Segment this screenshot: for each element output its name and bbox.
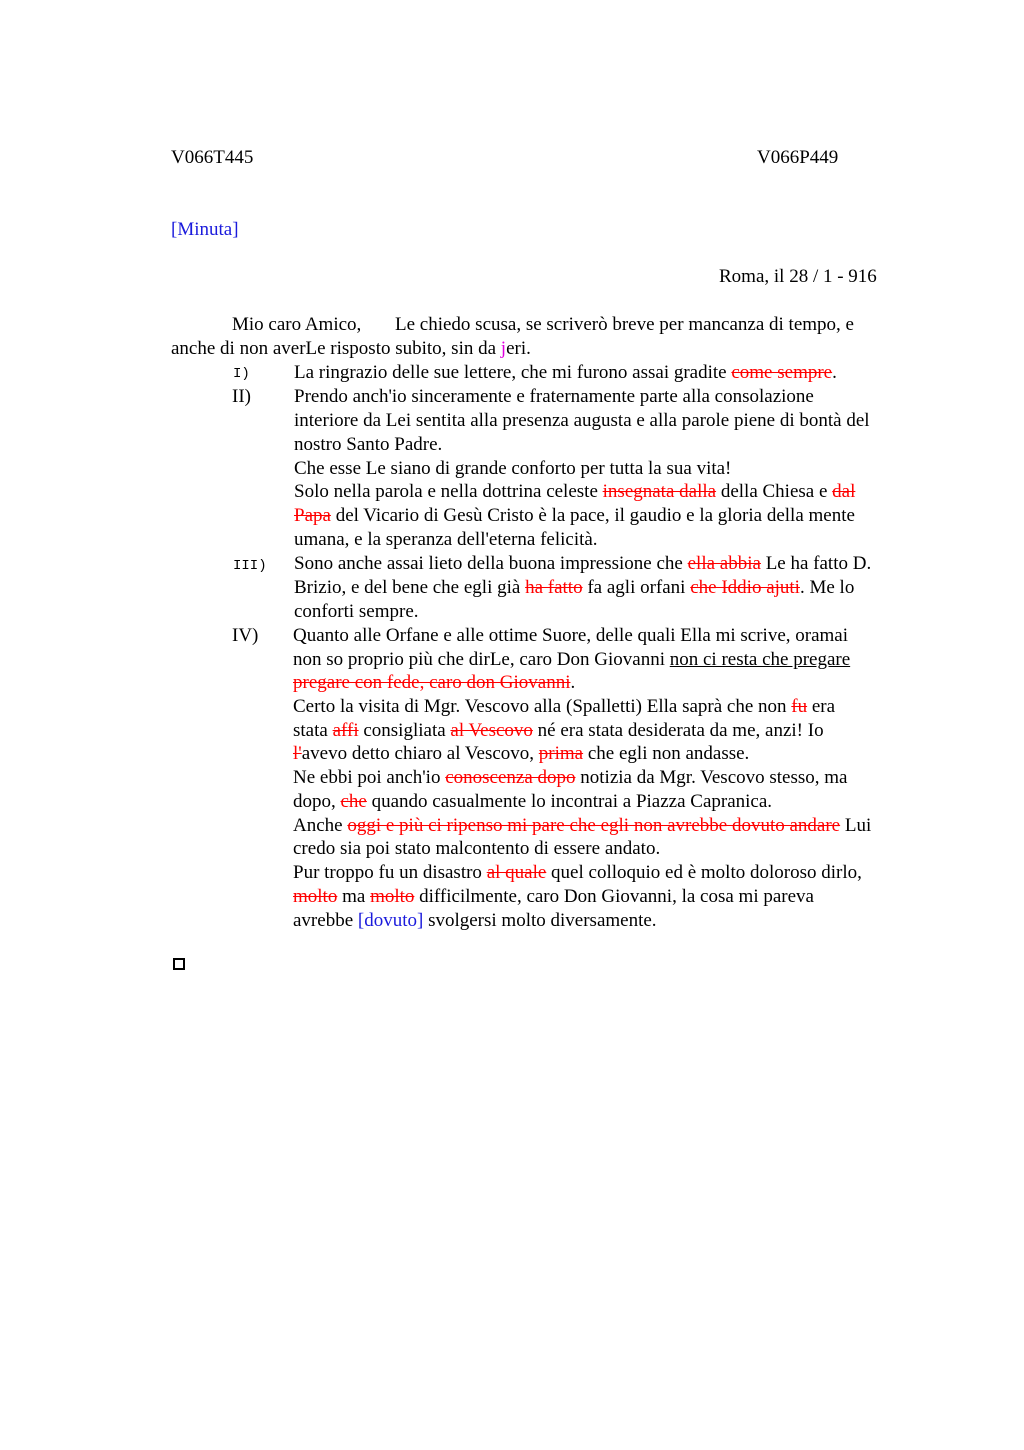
para-iv-line-11: Pur troppo fu un disastro al quale quel colloquio ed è molto doloroso dirlo,: [293, 862, 862, 883]
para-iv-line-7: Ne ebbi poi anch'io conoscenza dopo notizia da Mgr. Vescovo stesso, ma: [293, 767, 848, 788]
para-iii-line-3: conforti sempre.: [294, 601, 419, 622]
marker-ii: II): [232, 386, 251, 407]
para-iv-line-10: credo sia poi stato malcontento di essere andato.: [293, 838, 661, 859]
intro-line-1: Le chiedo scusa, se scriverò breve per mancanza di tempo, e: [395, 314, 854, 335]
para-iv-line-3: pregare con fede, caro don Giovanni.: [293, 672, 576, 693]
marker-iii: III): [233, 558, 267, 574]
para-iv-line-12: molto ma molto difficilmente, caro Don Giovanni, la cosa mi pareva: [293, 886, 814, 907]
intro-line-2: anche di non averLe risposto subito, sin da jeri.: [171, 338, 531, 359]
para-ii-line-6: Papa del Vicario di Gesù Cristo è la pace, il gaudio e la gloria della mente: [294, 505, 855, 526]
salutation: Mio caro Amico,: [232, 314, 362, 335]
marker-i: I): [233, 366, 250, 382]
para-iv-line-2: non so proprio più che dirLe, caro Don Giovanni non ci resta che pregare: [293, 649, 851, 670]
para-ii-line-3: nostro Santo Padre.: [294, 434, 443, 455]
document-code-right: V066P449: [757, 147, 839, 168]
marker-iv: IV): [232, 625, 259, 646]
para-ii-line-1: Prendo anch'io sinceramente e fraternamente parte alla consolazione: [294, 386, 814, 407]
end-of-document-box: [173, 958, 185, 970]
para-ii-line-2: interiore da Lei sentita alla presenza augusta e alla parole piene di bontà del: [294, 410, 870, 431]
date-line: Roma, il 28 / 1 - 916: [719, 266, 877, 287]
para-iv-line-9: Anche oggi e più ci ripenso mi pare che egli non avrebbe dovuto andare Lui: [293, 815, 872, 836]
para-iv-line-4: Certo la visita di Mgr. Vescovo alla (Spalletti) Ella saprà che non fu era: [293, 696, 836, 717]
para-iv-line-1: Quanto alle Orfane e alle ottime Suore, delle quali Ella mi scrive, oramai: [293, 625, 849, 646]
para-iv-line-8: dopo, che quando casualmente lo incontrai a Piazza Capranica.: [293, 791, 773, 812]
para-ii-line-4: Che esse Le siano di grande conforto per tutta la sua vita!: [294, 458, 732, 479]
para-iii-line-1: Sono anche assai lieto della buona impressione che ella abbia Le ha fatto D.: [294, 553, 872, 574]
minuta-label: [Minuta]: [171, 219, 239, 240]
para-iv-line-13: avrebbe [dovuto] svolgersi molto diversamente.: [293, 910, 657, 931]
para-ii-line-5: Solo nella parola e nella dottrina celeste insegnata dalla della Chiesa e dal: [294, 481, 856, 502]
para-iii-line-2: Brizio, e del bene che egli già ha fatto fa agli orfani che Iddio ajuti. Me lo: [294, 577, 855, 598]
para-ii-line-7: umana, e la speranza dell'eterna felicità.: [294, 529, 598, 550]
document-code-left: V066T445: [171, 147, 254, 168]
para-iv-line-6: l'avevo detto chiaro al Vescovo, prima che egli non andasse.: [293, 743, 750, 764]
para-iv-line-5: stata affi consigliata al Vescovo né era stata desiderata da me, anzi! Io: [293, 720, 824, 741]
para-i-line-1: La ringrazio delle sue lettere, che mi furono assai gradite come sempre.: [294, 362, 837, 383]
